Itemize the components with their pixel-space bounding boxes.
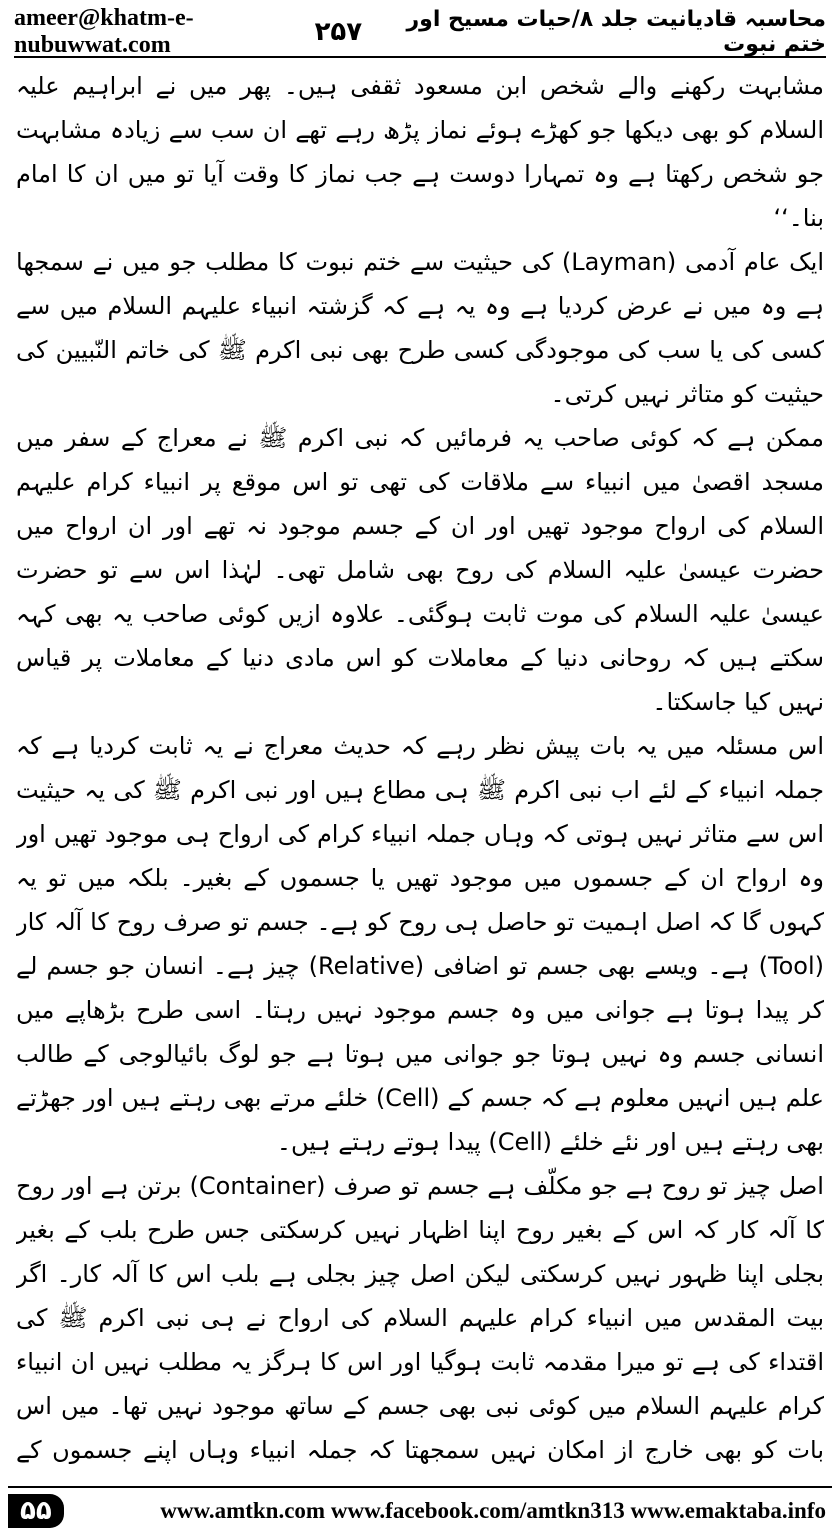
header-title: محاسبہ قادیانیت جلد ۸/حیات مسیح اور ختم نبوت bbox=[406, 7, 826, 57]
paragraph-4: اس مسئلہ میں یہ بات پیش نظر رہے کہ حدیث معراج نے یہ ثابت کردیا ہے کہ جملہ انبیاء کے لئے اب نبی اکرم ﷺ ہی مطاع ہیں اور نبی اکرم ﷺ کی یہ حیثیت اس سے متاثر نہیں ہوتی کہ وہاں جملہ انبیاء کرام کی ارواح ہی موجود تھیں اور وہ ارواح ان کے جسموں میں موجود تھیں یا جسموں کے بغیر۔ بلکہ میں تو یہ کہوں گا کہ اصل اہمیت تو حاصل ہی روح کو ہے۔ جسم تو صرف روح کا آلہ کار (Tool) ہے۔ ویسے بھی جسم تو اضافی (Relative) چیز ہے۔ انسان جو جسم لے کر پیدا ہوتا ہے جوانی میں وہ جسم موجود نہیں رہتا۔ اسی طرح بڑھاپے میں انسانی جسم وہ نہیں ہوتا جو جوانی میں ہوتا ہے جو لوگ بائیالوجی کے طالب علم ہیں انہیں معلوم ہے کہ جسم کے (Cell) خلئے مرتے بھی رہتے ہیں اور جھڑتے بھی رہتے ہیں اور نئے خلئے (Cell) پیدا ہوتے رہتے ہیں۔ bbox=[16, 732, 824, 1156]
body-text bbox=[16, 64, 824, 1472]
header-page-number: ۲۵۷ bbox=[314, 17, 363, 47]
page-header bbox=[14, 5, 826, 58]
paragraph-5: اصل چیز تو روح ہے جو مکلّف ہے جسم تو صرف (Container) برتن ہے اور روح کا آلہ کار کہ اس کے بغیر روح اپنا اظہار نہیں کرسکتی جس طرح بلب کے بغیر بجلی اپنا ظہور نہیں کرسکتی لیکن اصل چیز بجلی ہے بلب اس کا آلہ کار۔ اگر بیت المقدس میں انبیاء کرام علیہم السلام کی ارواح نے ہی نبی اکرم ﷺ کی اقتداء کی ہے تو میرا مقدمہ ثابت ہوگیا اور اس کا ہرگز یہ مطلب نہیں ان انبیاء کرام علیہم السلام میں کوئی نبی بھی جسم کے ساتھ موجود نہیں تھا۔ میں اس بات کو بھی خارج از امکان نہیں سمجھتا کہ جملہ انبیاء وہاں اپنے جسموں کے bbox=[16, 1172, 824, 1464]
paragraph-1: مشابہت رکھنے والے شخص ابن مسعود ثقفی ہیں۔ پھر میں نے ابراہیم علیہ السلام کو بھی دیکھا جو کھڑے ہوئے نماز پڑھ رہے تھے ان سب سے زیادہ مشابہت جو شخص رکھتا ہے وہ تمہارا دوست ہے جب نماز کا وقت آیا تو میں ان کا امام بنا۔‘‘ bbox=[16, 72, 824, 232]
footer-page-number: ۵۵ bbox=[8, 1494, 64, 1528]
paragraph-3: ممکن ہے کہ کوئی صاحب یہ فرمائیں کہ نبی اکرم ﷺ نے معراج کے سفر میں مسجد اقصیٰ میں انبیاء سے ملاقات کی تھی تو اس موقع پر انبیاء کرام علیہم السلام کی ارواح موجود تھیں اور ان کے جسم موجود نہ تھے اور ان ارواح میں حضرت عیسیٰ علیہ السلام کی روح بھی شامل تھی۔ لہٰذا اس سے تو حضرت عیسیٰ علیہ السلام کی موت ثابت ہوگئی۔ علاوہ ازیں کوئی صاحب یہ بھی کہہ سکتے ہیں کہ روحانی دنیا کے معاملات کو اس مادی دنیا کے معاملات پر قیاس نہیں کیا جاسکتا۔ bbox=[16, 424, 824, 716]
footer-links: www.amtkn.com www.facebook.com/amtkn313 www.emaktaba.info bbox=[160, 1498, 826, 1523]
header-left-group bbox=[14, 5, 362, 59]
page-footer bbox=[8, 1486, 832, 1534]
header-email: ameer@khatm-e-nubuwwat.com bbox=[14, 5, 194, 58]
paragraph-2: ایک عام آدمی (Layman) کی حیثیت سے ختم نبوت کا مطلب جو میں نے سمجھا ہے وہ میں نے عرض کردیا ہے وہ یہ ہے کہ گزشتہ انبیاء علیہم السلام میں سے کسی کی یا سب کی موجودگی کسی طرح بھی نبی اکرم ﷺ کی خاتم النّبیین کی حیثیت کو متاثر نہیں کرتی۔ bbox=[16, 248, 824, 408]
